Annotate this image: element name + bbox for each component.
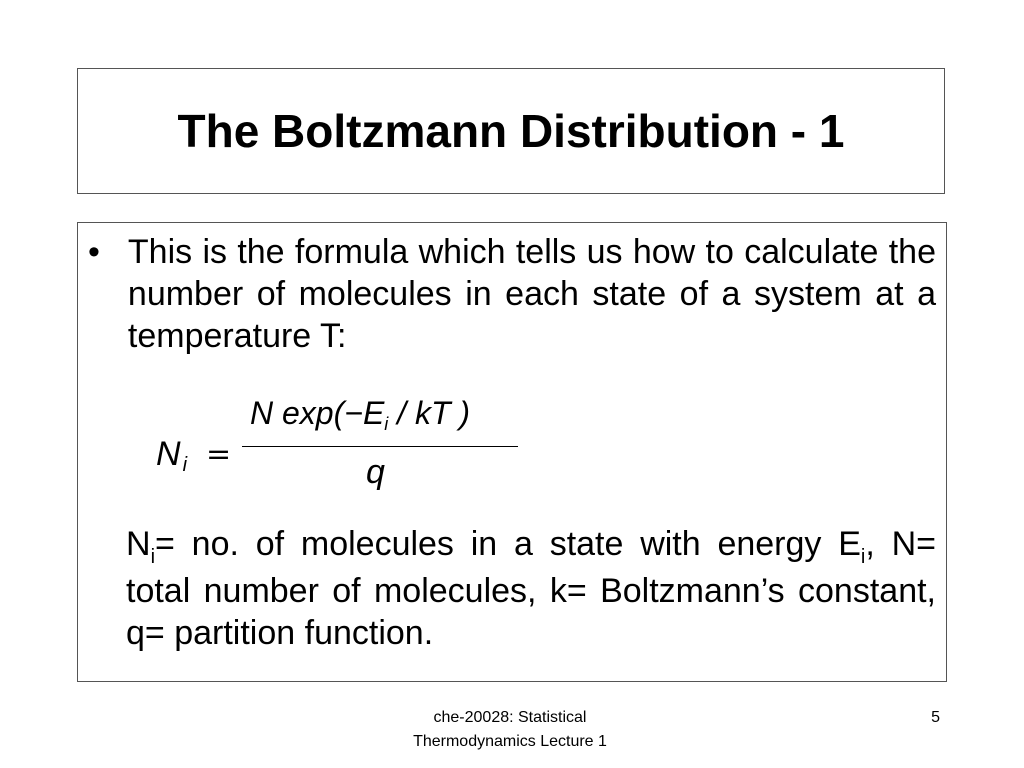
page-number: 5 xyxy=(931,709,940,726)
definition-energy-subscript: i xyxy=(860,546,866,568)
slide-title: The Boltzmann Distribution - 1 xyxy=(177,105,845,157)
formula-denominator: q xyxy=(366,453,385,491)
bullet-icon: • xyxy=(88,233,100,271)
footer-course xyxy=(380,706,640,754)
formula-equals: = xyxy=(206,437,232,472)
formula-numerator-subscript: i xyxy=(384,414,389,434)
bullet-item xyxy=(86,231,936,357)
formula-lhs xyxy=(156,435,187,474)
content-box xyxy=(77,222,947,682)
definition-ni: N xyxy=(126,525,151,563)
fraction-bar xyxy=(242,446,518,447)
formula-numerator-prefix: N exp(−E xyxy=(250,395,385,431)
footer-course-line2: Thermodynamics Lecture 1 xyxy=(413,733,607,750)
formula-numerator xyxy=(250,395,470,432)
footer-course-line1: che-20028: Statistical xyxy=(433,709,587,726)
title-box xyxy=(77,68,945,194)
definition-rest: , N= total number of molecules, k= Boltzmann’s constant, q= partition function. xyxy=(126,525,936,652)
formula-numerator-suffix: / kT ) xyxy=(388,395,471,431)
bullet-text: This is the formula which tells us how to calculate the number of molecules in each state of a system at a temperature T: xyxy=(127,233,936,355)
formula-lhs-main: N xyxy=(156,435,181,473)
definition-ni-subscript: i xyxy=(150,546,156,568)
formula-lhs-subscript: i xyxy=(182,454,188,476)
boltzmann-formula xyxy=(156,393,556,503)
definition-energy: = no. of molecules in a state with energy E xyxy=(155,525,861,563)
definitions-text xyxy=(126,523,936,654)
